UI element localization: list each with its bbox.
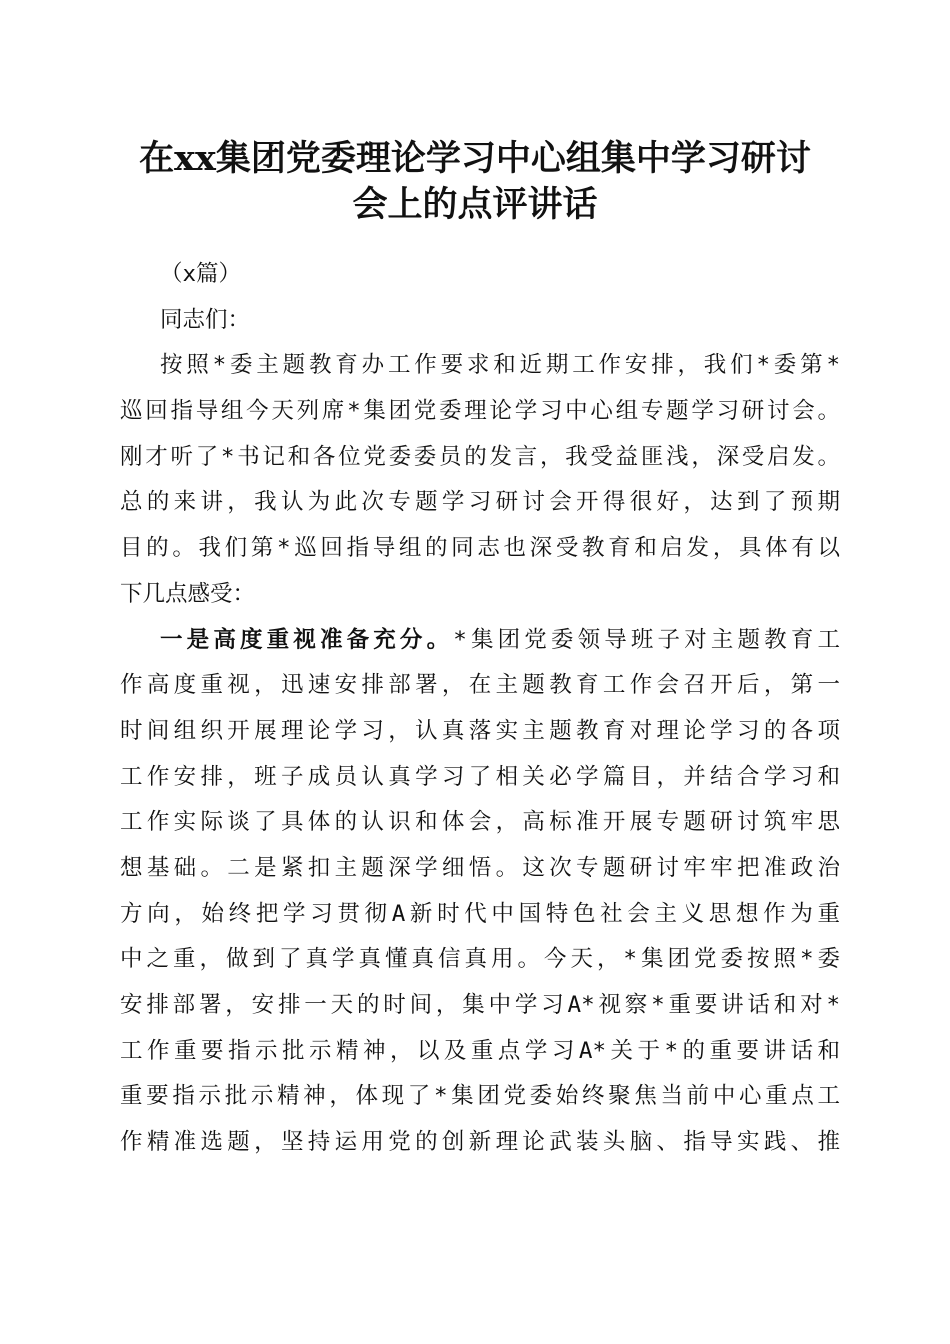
paragraph-1-line: 目的。我们第*巡回指导组的同志也深受教育和启发，具体有以 bbox=[120, 535, 840, 562]
salutation: 同志们： bbox=[160, 306, 251, 333]
paragraph-1-line: 巡回指导组今天列席*集团党委理论学习中心组专题学习研讨会。 bbox=[120, 398, 840, 425]
paragraph-2-lead: 一是高度重视准备充分。 bbox=[160, 626, 454, 653]
paragraph-2-line: 作高度重视，迅速安排部署，在主题教育工作会召开后，第一 bbox=[120, 672, 840, 699]
title-line-1: 在xx集团党委理论学习中心组集中学习研讨 bbox=[139, 138, 811, 179]
paragraph-2-line: 想基础。二是紧扣主题深学细悟。这次专题研讨牢牢把准政治 bbox=[120, 854, 840, 881]
document-body bbox=[120, 252, 840, 1166]
paragraph-2-line: 重要指示批示精神，体现了*集团党委始终聚焦当前中心重点工 bbox=[120, 1083, 840, 1110]
paragraph-2-line: 时间组织开展理论学习，认真落实主题教育对理论学习的各项 bbox=[120, 717, 840, 744]
paragraph-2-line: 方向，始终把学习贯彻A新时代中国特色社会主义思想作为重 bbox=[120, 900, 840, 927]
paragraph-2-line: 工作重要指示批示精神，以及重点学习A*关于*的重要讲话和 bbox=[120, 1037, 840, 1064]
paragraph-1-line: 刚才听了*书记和各位党委委员的发言，我受益匪浅，深受启发。 bbox=[120, 443, 840, 470]
paragraph-2 bbox=[120, 618, 840, 1166]
paragraph-2-line: 安排部署，安排一天的时间，集中学习A*视察*重要讲话和对* bbox=[120, 992, 840, 1018]
paragraph-1-line: 按照*委主题教育办工作要求和近期工作安排，我们*委第* bbox=[160, 352, 840, 379]
paragraph-2-first-line bbox=[120, 618, 840, 664]
paragraph-1-line: 总的来讲，我认为此次专题学习研讨会开得很好，达到了预期 bbox=[120, 489, 840, 516]
title-line-2: 会上的点评讲话 bbox=[352, 184, 598, 225]
subtitle: （x篇） bbox=[160, 261, 242, 287]
paragraph-2-line: 中之重，做到了真学真懂真信真用。今天，*集团党委按照*委 bbox=[120, 946, 840, 973]
paragraph-2-first-rest: *集团党委领导班子对主题教育工 bbox=[453, 626, 840, 653]
paragraph-1 bbox=[120, 343, 840, 617]
paragraph-2-line: 作精准选题，坚持运用党的创新理论武装头脑、指导实践、推 bbox=[120, 1129, 840, 1156]
document-title bbox=[110, 136, 840, 228]
paragraph-1-line: 下几点感受： bbox=[120, 580, 256, 607]
paragraph-2-line: 工作安排，班子成员认真学习了相关必学篇目，并结合学习和 bbox=[120, 763, 840, 790]
paragraph-2-line: 工作实际谈了具体的认识和体会，高标准开展专题研讨筑牢思 bbox=[120, 809, 840, 836]
